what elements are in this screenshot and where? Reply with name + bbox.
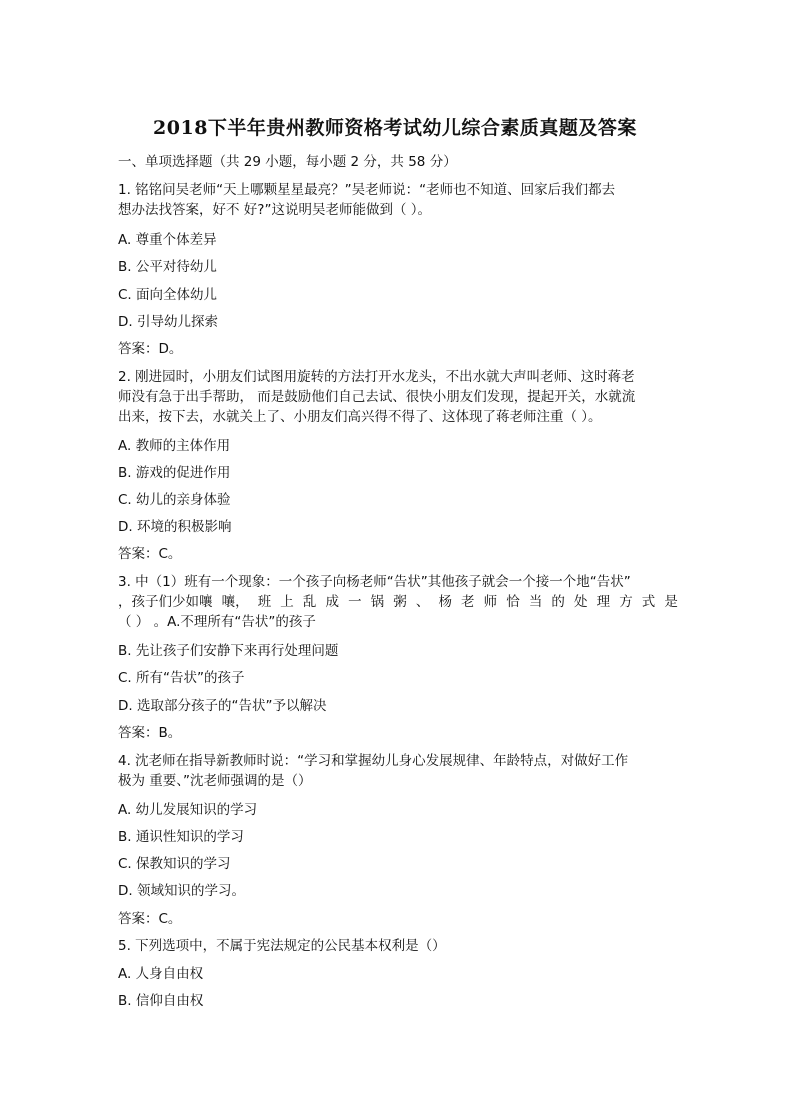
q3-line2-part: 当 [528, 594, 543, 610]
q3-line2-part: 锅 [370, 594, 385, 610]
question-3-line-1: 3. 中（1）班有一个现象：一个孩子向杨老师“告状”其他孩子就会一个接一个地“告状” [118, 574, 631, 590]
question-1-option-a: A. 尊重个体差异 [118, 232, 217, 248]
q3-line2-part: ，孩子们少如嚷 [118, 594, 213, 610]
q3-line2-part: 式 [641, 594, 656, 610]
section-heading: 一、单项选择题（共 29 小题，每小题 2 分，共 58 分） [118, 154, 457, 170]
q3-line2-part: 是 [664, 594, 678, 610]
q3-line2-part: 处 [574, 594, 588, 610]
q3-line2-part: 方 [619, 594, 633, 610]
question-3-answer: 答案：B。 [118, 725, 182, 741]
q3-line2-part: 理 [596, 594, 611, 610]
question-1-option-d: D. 引导幼儿探索 [118, 314, 218, 330]
question-1-option-c: C. 面向全体幼儿 [118, 287, 218, 303]
question-3-option-b: B. 先让孩子们安静下来再行处理问题 [118, 643, 339, 659]
question-4-option-d: D. 领域知识的学习。 [118, 883, 245, 899]
question-4-line-2: 极为 重要、”沈老师强调的是（） [118, 773, 312, 789]
q3-line2-part: 一 [348, 594, 362, 610]
question-2-line-2: 师没有急于出手帮助， 而是鼓励他们自己去试、很快小朋友们发现，提起开关，水就流 [118, 389, 636, 405]
question-5-line-1: 5. 下列选项中，不属于宪法规定的公民基本权利是（） [118, 938, 446, 954]
question-2-option-b: B. 游戏的促进作用 [118, 465, 231, 481]
question-3-line-3: （ ） 。A.不理所有“告状”的孩子 [118, 614, 316, 630]
question-2-line-3: 出来，按下去，水就关上了、小朋友们高兴得不得了、这体现了蒋老师注重（ ）。 [118, 409, 602, 425]
question-4-option-b: B. 通识性知识的学习 [118, 829, 244, 845]
question-1-answer: 答案：D。 [118, 341, 183, 357]
page-title: 2018下半年贵州教师资格考试幼儿综合素质真题及答案 [153, 117, 637, 139]
q3-line2-part: 成 [325, 594, 339, 610]
question-2-answer: 答案：C。 [118, 546, 182, 562]
question-4-option-c: C. 保教知识的学习 [118, 856, 231, 872]
question-4-line-1: 4. 沈老师在指导新教师时说：“学习和掌握幼儿身心发展规律、年龄特点，对做好工作 [118, 753, 629, 769]
question-1-line-1: 1. 铭铭问吴老师“天上哪颗星星最亮？”吴老师说：“老师也不知道、回家后我们都去 [118, 182, 616, 198]
question-3-option-c: C. 所有“告状”的孩子 [118, 670, 245, 686]
question-2-option-d: D. 环境的积极影响 [118, 519, 232, 535]
question-2-option-c: C. 幼儿的亲身体验 [118, 492, 231, 508]
q3-line2-part: 嚷， [221, 594, 249, 610]
q3-line2-part: 乱 [302, 594, 317, 610]
question-5-option-b: B. 信仰自由权 [118, 993, 204, 1009]
q3-line2-part: 师 [483, 594, 498, 610]
q3-line2-part: 老 [461, 594, 475, 610]
question-2-option-a: A. 教师的主体作用 [118, 438, 231, 454]
q3-line2-part: 班 [257, 594, 272, 610]
q3-line2-part: 上 [280, 594, 294, 610]
q3-line2-part: 、 [415, 594, 430, 610]
question-1-option-b: B. 公平对待幼儿 [118, 259, 217, 275]
question-3-option-d: D. 选取部分孩子的“告状”予以解决 [118, 698, 327, 714]
question-5-option-a: A. 人身自由权 [118, 966, 204, 982]
q3-line2-part: 粥 [393, 594, 407, 610]
question-4-option-a: A. 幼儿发展知识的学习 [118, 802, 258, 818]
q3-line2-part: 的 [551, 594, 565, 610]
question-1-line-2: 想办法找答案，好不 好?”这说明吴老师能做到（ ）。 [118, 202, 431, 218]
question-2-line-1: 2. 刚进园时，小朋友们试图用旋转的方法打开水龙头，不出水就大声叫老师、这时蒋老 [118, 369, 635, 385]
question-3-line-2 [118, 593, 678, 611]
q3-line2-part: 恰 [506, 594, 520, 610]
question-4-answer: 答案：C。 [118, 911, 182, 927]
q3-line2-part: 杨 [438, 594, 452, 610]
